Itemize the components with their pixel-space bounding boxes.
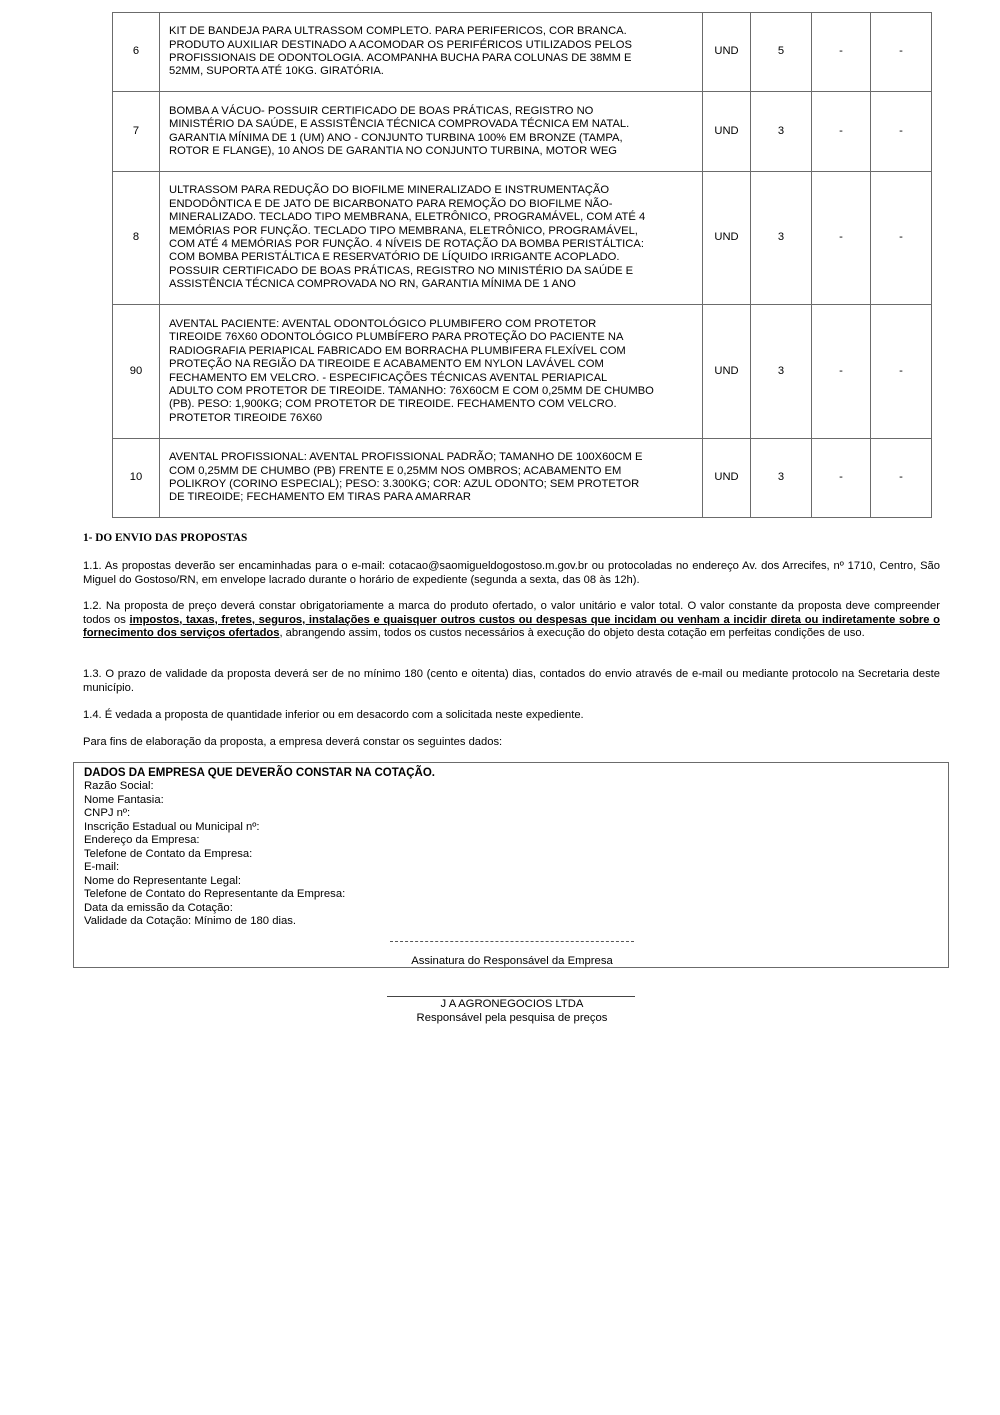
description-line: PRODUTO AUXILIAR DESTINADO A ACOMODAR OS PERIFÉRICOS UTILIZADOS PELOS bbox=[169, 38, 632, 51]
item-total-price: - bbox=[871, 13, 932, 92]
description-line: ADULTO COM PROTETOR DE TIREOIDE. TAMANHO: 76X60CM E COM 0,25MM DE CHUMBO bbox=[169, 384, 654, 397]
description-line: AVENTAL PROFISSIONAL: AVENTAL PROFISSIONAL PADRÃO; TAMANHO DE 100X60CM E bbox=[169, 451, 643, 464]
description-line: ULTRASSOM PARA REDUÇÃO DO BIOFILME MINERALIZADO E INSTRUMENTAÇÃO bbox=[169, 184, 610, 197]
table-row bbox=[113, 172, 932, 305]
item-total-price: - bbox=[871, 439, 932, 518]
description-line: MINERALIZADO. TECLADO TIPO MEMBRANA, ELETRÔNICO, PROGRAMÁVEL, COM ATÉ 4 bbox=[169, 211, 646, 224]
paragraph-instructions: Para fins de elaboração da proposta, a empresa deverá constar os seguintes dados: bbox=[83, 736, 503, 748]
description-line: COM BOMBA PERISTÁLTICA E RESERVATÓRIO DE LÍQUIDO IRRIGANTE ACOPLADO. bbox=[169, 251, 620, 264]
field-validade: Validade da Cotação: Mínimo de 180 dias. bbox=[84, 915, 297, 927]
description-line: COM 0,25MM DE CHUMBO (PB) FRENTE E 0,25MM NOS OMBROS; ACABAMENTO EM bbox=[169, 464, 622, 477]
company-data-box bbox=[73, 762, 949, 968]
description-line: PROTEÇÃO NA REGIÃO DA TIREOIDE E ACABAMENTO EM NYLON LAVÁVEL COM bbox=[169, 358, 604, 371]
description-line: BOMBA A VÁCUO- POSSUIR CERTIFICADO DE BOAS PRÁTICAS, REGISTRO NO bbox=[169, 104, 594, 117]
description-line: MEMÓRIAS POR FUNÇÃO. TECLADO TIPO MEMBRANA, ELETRÔNICO, PROGRAMÁVEL, bbox=[169, 224, 638, 237]
item-number: 90 bbox=[113, 305, 160, 439]
item-description bbox=[160, 305, 703, 439]
item-unit: UND bbox=[703, 13, 751, 92]
footer-signature-line bbox=[387, 996, 635, 997]
paragraph-1-2 bbox=[83, 600, 940, 641]
description-line: (PB). PESO: 1,900KG; COM PROTETOR DE TIREOIDE. FECHAMENTO COM VELCRO. bbox=[169, 398, 617, 411]
footer-role: Responsável pela pesquisa de preços bbox=[416, 1012, 608, 1024]
item-unit-price: - bbox=[812, 13, 871, 92]
item-unit: UND bbox=[703, 172, 751, 305]
description-line: POSSUIR CERTIFICADO DE BOAS PRÁTICAS, REGISTRO NO MINISTÉRIO DA SAÚDE E bbox=[169, 264, 634, 277]
item-unit: UND bbox=[703, 305, 751, 439]
description-line: FECHAMENTO EM VELCRO. - ESPECIFICAÇÕES TÉCNICAS AVENTAL PERIAPICAL bbox=[169, 371, 608, 384]
item-total-price: - bbox=[871, 92, 932, 172]
company-fields-list bbox=[84, 780, 345, 929]
description-line: 52MM, SUPORTA ATÉ 10KG. GIRATÓRIA. bbox=[169, 65, 384, 78]
description-line: MINISTÉRIO DA SAÚDE, E ASSISTÊNCIA TÉCNICA COMPROVADA TÉCNICA EM NATAL. bbox=[169, 118, 630, 131]
field-representante: Nome do Representante Legal: bbox=[84, 874, 242, 887]
paragraph-1-2-lead: 1.2. Na proposta de preço deverá constar obrigatoriamente a marca do produto ofertado, o valor unitário e valor total. O valor constante da proposta deve compreender todos os bbox=[83, 600, 940, 626]
item-quantity: 3 bbox=[751, 439, 812, 518]
item-unit-price: - bbox=[812, 305, 871, 439]
paragraph-1-2-emphasis: impostos, taxas, fretes, seguros, instalações e quaisquer outros custos ou despesas que incidam ou venham a incidir direta ou indiretamente sobre o fornecimento dos serviços ofertados bbox=[83, 613, 940, 639]
item-quantity: 3 bbox=[751, 92, 812, 172]
item-number: 8 bbox=[113, 172, 160, 305]
description-line: GARANTIA MÍNIMA DE 1 (UM) ANO - CONJUNTO TURBINA 100% EM BRONZE (TAMPA, bbox=[169, 131, 623, 144]
item-total-price: - bbox=[871, 172, 932, 305]
description-line: PROFISSIONAIS DE ODONTOLOGIA. ACOMPANHA BUCHA PARA COLUNAS DE 38MM E bbox=[169, 52, 632, 64]
description-line: ASSISTÊNCIA TÉCNICA COMPROVADA NO RN, GARANTIA MÍNIMA DE 1 ANO bbox=[169, 278, 576, 291]
item-unit: UND bbox=[703, 439, 751, 518]
paragraph-1-3: 1.3. O prazo de validade da proposta deverá ser de no mínimo 180 (cento e oitenta) dias, contados do envio através de e-mail ou mediante protocolo na Secretaria deste município. bbox=[83, 668, 940, 694]
description-line: ENDODÔNTICA E DE JATO DE BICARBONATO PARA REMOÇÃO DO BIOFILME NÃO- bbox=[169, 197, 613, 210]
description-line: TIREOIDE 76X60 ODONTOLÓGICO PLUMBÍFERO PARA PROTEÇÃO DO PACIENTE NA bbox=[169, 331, 624, 344]
paragraph-1-4: 1.4. É vedada a proposta de quantidade inferior ou em desacordo com a solicitada neste expediente. bbox=[83, 709, 584, 721]
field-data-emissao: Data da emissão da Cotação: bbox=[84, 901, 233, 914]
item-quantity: 5 bbox=[751, 13, 812, 92]
signature-label: Assinatura do Responsável da Empresa bbox=[411, 955, 613, 967]
item-unit-price: - bbox=[812, 439, 871, 518]
item-description bbox=[160, 92, 703, 172]
item-number: 10 bbox=[113, 439, 160, 518]
field-telefone-empresa: Telefone de Contato da Empresa: bbox=[84, 847, 253, 860]
description-line: ROTOR E FLANGE), 10 ANOS DE GARANTIA NO CONJUNTO TURBINA, MOTOR WEG bbox=[169, 144, 617, 157]
description-line: POLIKROY (CORINO ESPECIAL); PESO: 3.300KG; COR: AZUL ODONTO; SEM PROTETOR bbox=[169, 478, 640, 490]
description-line: AVENTAL PACIENTE: AVENTAL ODONTOLÓGICO PLUMBIFERO COM PROTETOR bbox=[169, 317, 597, 330]
table-row bbox=[113, 13, 932, 92]
section-title: 1- DO ENVIO DAS PROPOSTAS bbox=[83, 532, 248, 544]
description-line: RADIOGRAFIA PERIAPICAL FABRICADO EM BORRACHA PLUMBIFERA FLEXÍVEL COM bbox=[169, 344, 626, 357]
item-description bbox=[160, 172, 703, 305]
paragraph-1-2-tail: , abrangendo assim, todos os custos necessários à execução do objeto desta cotação em perfeitas condições de uso. bbox=[279, 627, 865, 639]
field-cnpj: CNPJ nº: bbox=[84, 807, 131, 819]
item-description bbox=[160, 439, 703, 518]
table-row bbox=[113, 92, 932, 172]
company-box-title: DADOS DA EMPRESA QUE DEVERÃO CONSTAR NA COTAÇÃO. bbox=[84, 767, 435, 779]
item-quantity: 3 bbox=[751, 305, 812, 439]
field-email: E-mail: bbox=[84, 861, 120, 873]
description-line: PROTETOR TIREOIDE 76X60 bbox=[169, 411, 323, 424]
item-number: 7 bbox=[113, 92, 160, 172]
items-table bbox=[112, 12, 932, 518]
table-row bbox=[113, 305, 932, 439]
field-razao-social: Razão Social: bbox=[84, 780, 154, 792]
item-unit-price: - bbox=[812, 92, 871, 172]
item-description bbox=[160, 13, 703, 92]
description-line: COM ATÉ 4 MEMÓRIAS POR FUNÇÃO. 4 NÍVEIS DE ROTAÇÃO DA BOMBA PERISTÁLTICA: bbox=[169, 238, 644, 250]
field-inscricao: Inscrição Estadual ou Municipal nº: bbox=[84, 820, 260, 833]
description-line: DE TIREOIDE; FECHAMENTO EM TIRAS PARA AMARRAR bbox=[169, 491, 471, 504]
field-telefone-representante: Telefone de Contato do Representante da Empresa: bbox=[84, 888, 346, 900]
item-unit: UND bbox=[703, 92, 751, 172]
field-nome-fantasia: Nome Fantasia: bbox=[84, 793, 164, 806]
item-quantity: 3 bbox=[751, 172, 812, 305]
table-row bbox=[113, 439, 932, 518]
item-total-price: - bbox=[871, 305, 932, 439]
paragraph-1-1: 1.1. As propostas deverão ser encaminhadas para o e-mail: cotacao@saomigueldogostoso.m.gov.br ou protocoladas no endereço Av. dos Arrecifes, nº 1710, Centro, São Miguel do Gostoso/RN, em envelope lacrado durante o horário de expediente (segunda a sexta, das 08 às 12h). bbox=[83, 560, 940, 586]
description-line: KIT DE BANDEJA PARA ULTRASSOM COMPLETO. PARA PERIFERICOS, COR BRANCA. bbox=[169, 25, 627, 38]
field-endereco: Endereço da Empresa: bbox=[84, 834, 200, 846]
item-number: 6 bbox=[113, 13, 160, 92]
item-unit-price: - bbox=[812, 172, 871, 305]
footer-company-name: J A AGRONEGOCIOS LTDA bbox=[440, 998, 584, 1010]
signature-line bbox=[390, 941, 634, 942]
